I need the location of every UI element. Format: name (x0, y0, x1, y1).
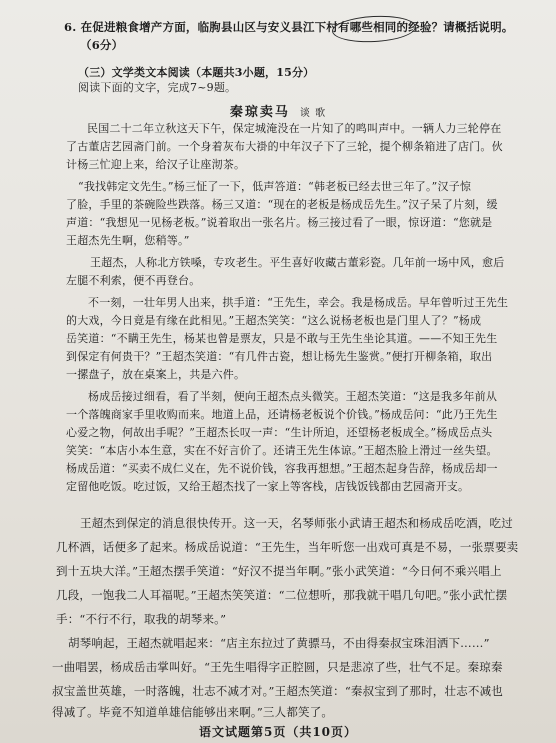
story-line: 得减了。毕竟不知道单雄信能够出来啊。”三人都笑了。 (52, 705, 334, 719)
story-title-line (0, 101, 556, 120)
story-author: 谈 歌 (299, 108, 327, 119)
story-line: 王超杰，人称北方铁嗓，专攻老生。平生喜好收藏古董彩瓷。几年前一场中风，愈后 (90, 256, 505, 269)
story-line: 定留他吃饭。吃过饭，又给王超杰找了一家上等客栈，店钱饭钱都由艺园斋开支。 (66, 480, 470, 493)
story-line: 了古董店艺园斋门前。一个身着灰布大褂的中年汉子下了三轮，提个柳条箱进了店门。伙 (66, 140, 503, 153)
section-heading: （三）文学类文本阅读（本题共3小题，15分） (78, 66, 315, 79)
story-line: 王超杰先生啊，您稍等。” (66, 234, 190, 247)
story-line: 几杯酒，话便多了起来。杨成岳说道：“王先生，当年听您一出戏可真是不易，一张票要卖 (56, 540, 519, 554)
story-line: 杨成岳接过细看，看了半刻，便向王超杰点头微笑。王超杰笑道：“这是我多年前从 (88, 390, 498, 403)
story-line: 岳笑道：“不瞒王先生，杨某也曾是票友，只是不敢与王先生坐论其道。——不知王先生 (66, 332, 498, 345)
story-line: 心爱之物，何故出手呢？”王超杰长叹一声：“生计所迫，还望杨老板成全。”杨成岳点头 (66, 426, 493, 439)
story-line: 手：“不行不行，取我的胡琴来。” (56, 612, 227, 626)
story-line: 了脸，手里的茶碗险些跌落。杨三又道：“现在的老板是杨成岳先生。”汉子呆了片刻，缓 (66, 198, 498, 211)
story-line: 一摞盘子，放在桌案上，共是六件。 (66, 368, 246, 381)
story-line: 一个落魄商家手里收购而来。地道上品，还请杨老板说个价钱。”杨成岳问：“此乃王先生 (66, 408, 498, 421)
section-instruction: 阅读下面的文字，完成7~9题。 (78, 81, 237, 94)
story-line: 胡琴响起，王超杰就唱起来：“店主东拉过了黄骠马，不由得秦叔宝珠泪洒下……” (68, 636, 490, 650)
page-footer: 语文试题第5页（共10页） (198, 725, 358, 739)
story-line: 杨成岳道：“买卖不成仁义在，先不说价钱，容我再想想。”王超杰起身告辞，杨成岳却一 (66, 462, 498, 475)
story-line: 叔宝盖世英雄，一时落魄，壮志不减才对。”王超杰笑道：“秦叔宝到了那时，壮志不减也 (52, 684, 504, 698)
story-line: 民国二十二年立秋这天下午，保定城淹没在一片知了的鸣叫声中。一辆人力三轮停在 (87, 122, 502, 135)
question-6-line2: （6分） (80, 38, 124, 52)
story-line: 王超杰到保定的消息很快传开。这一天，名琴师张小武请王超杰和杨成岳吃酒，吃过 (80, 516, 513, 530)
story-line: 笑笑：“本店小本生意，实在不好言价了。还请王先生体谅。”王超杰脸上滑过一丝失望。 (66, 444, 498, 457)
story-title: 秦琼卖马 (229, 105, 290, 120)
story-line: 计杨三忙迎上来，给汉子让座沏茶。 (66, 158, 246, 171)
story-line: 不一刻，一壮年男人出来，拱手道：“王先生，幸会。我是杨成岳。早年曾听过王先生 (88, 296, 509, 309)
story-line: 的大戏，今日竟是有缘在此相见。”王超杰笑笑：“这么说杨老板也是门里人了？”杨成 (66, 314, 482, 327)
story-line: 一曲唱罢，杨成岳击掌叫好。“王先生唱得字正腔圆，只是悲凉了些，壮气不足。秦琼秦 (52, 660, 503, 674)
story-line: 左腿不利索，便不再登台。 (66, 274, 201, 287)
story-line: 声道：“我想见一见杨老板。”说着取出一张名片。杨三接过看了一眼，惊讶道：“您就是 (66, 216, 493, 229)
story-line: “我找韩定文先生。”杨三怔了一下，低声答道：“韩老板已经去世三年了。”汉子惊 (78, 180, 472, 193)
story-line: 到保定有何贵干？”王超杰笑道：“有几件古瓷，想让杨先生鉴赏。”便打开柳条箱，取出 (66, 350, 493, 363)
handwritten-circle-mark (331, 14, 416, 44)
question-6-line1: 6. 在促进粮食增产方面，临朐县山区与安义县江下村有哪些相同的经验？请概括说明。 (64, 20, 514, 34)
story-line: 几段，一饱我二人耳福呢。”王超杰笑笑道：“二位想听，那我就干唱几句吧。”张小武忙摆 (56, 588, 508, 602)
story-line: 到十五块大洋。”王超杰摆手笑道：“好汉不提当年啊。”张小武笑道：“今日何不乘兴唱上 (56, 564, 502, 578)
